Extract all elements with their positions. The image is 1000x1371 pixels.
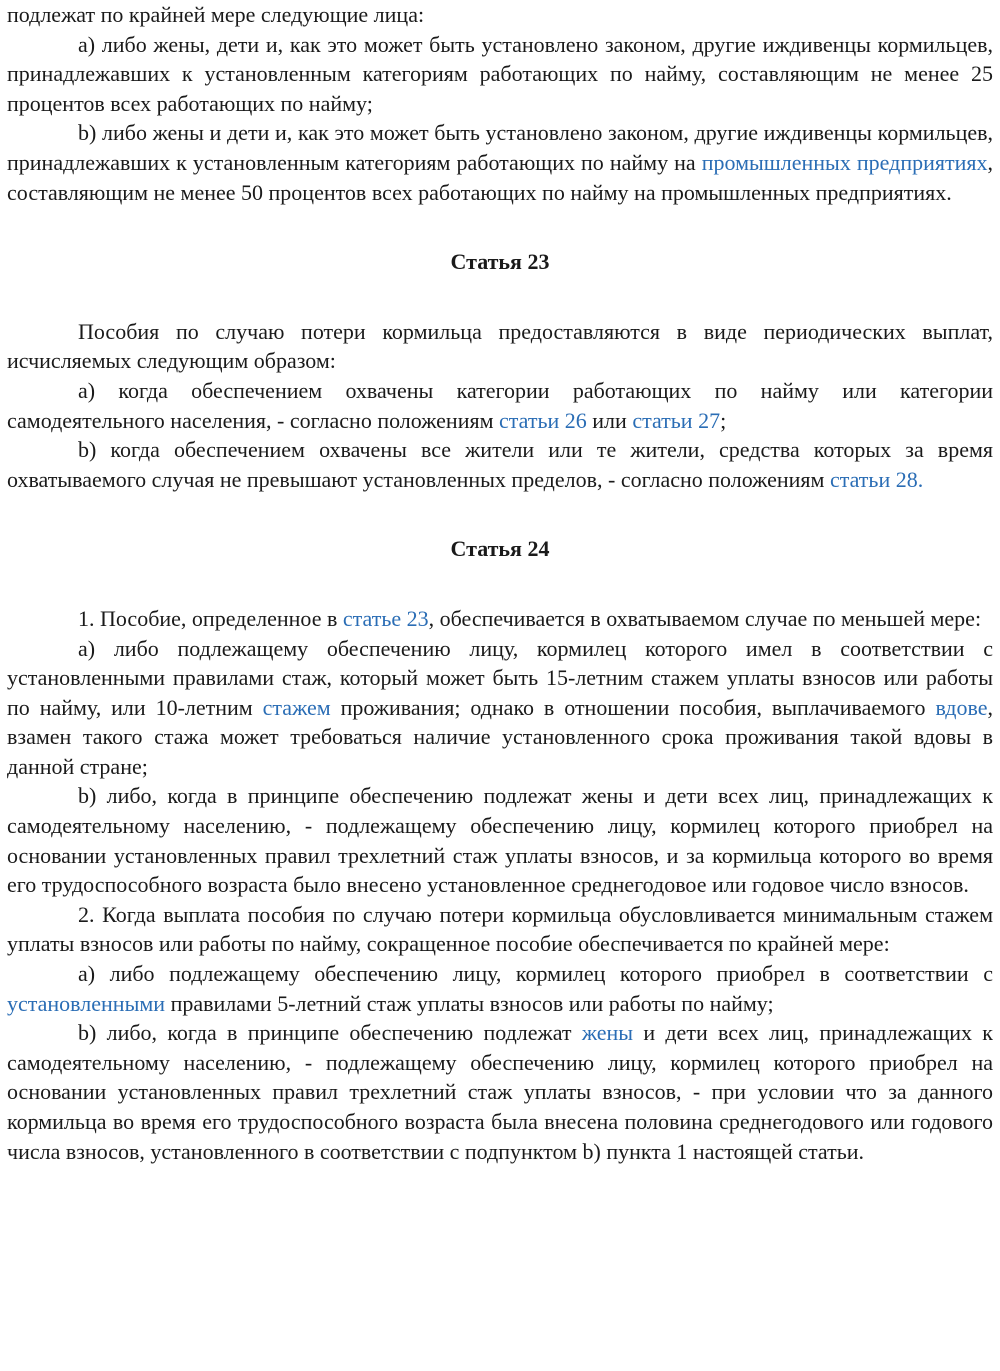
link-industrial-enterprises[interactable]: промышленных предприятиях [701, 149, 988, 175]
article-24-heading: Статья 24 [450, 536, 550, 562]
link-article-27[interactable]: статьи 27 [632, 407, 721, 433]
intro-item-b-text-2: , составляющим не менее 50 процентов всех работающих по найму на промышленных предприятиях. [7, 149, 993, 205]
document-page [7, 0, 993, 1166]
link-article-28[interactable]: статьи 28. [829, 466, 924, 492]
link-wives[interactable]: жены [581, 1020, 634, 1046]
article-24-item-1a [7, 634, 993, 782]
link-established[interactable]: установленными [7, 990, 166, 1016]
intro-item-b-text-1: b) либо жены и дети и, как это может быть установлено законом, другие иждивенцы кормильцев, принадлежавших к установленным категориям работающих по найму на [7, 120, 993, 175]
article-23-item-a-text-3: ; [720, 407, 727, 433]
article-24-paragraph-1-text-2: , обеспечивается в охватываемом случае по меньшей мере: [428, 605, 982, 631]
article-24-item-2a [7, 959, 993, 1018]
article-24-item-2a-text-2: правилами 5-летний стаж уплаты взносов или работы по найму; [165, 990, 774, 1016]
intro-item-a [7, 30, 993, 119]
article-23-heading: Статья 23 [450, 249, 550, 275]
intro-lead [7, 0, 993, 30]
article-24-paragraph-1 [7, 604, 993, 634]
link-widow[interactable]: вдове [935, 694, 988, 720]
link-article-23[interactable]: статье 23 [342, 605, 429, 631]
article-24-item-2b-text-1: b) либо, когда в принципе обеспечению подлежат [78, 1020, 582, 1046]
article-23-item-a-text-2: или [586, 407, 633, 433]
article-24-item-1a-text-2: проживания; однако в отношении пособия, выплачиваемого [330, 694, 936, 720]
article-24-item-1b-text: b) либо, когда в принципе обеспечению подлежат жены и дети всех лиц, принадлежащих к самодеятельному населению, - подлежащему обеспечению лицу, кормилец которого приобрел на основании установленных правил трехлетний стаж уплаты взносов, и за кормильца которого во время его трудоспособного возраста было внесено установленное среднегодовое или годовое число взносов. [7, 783, 993, 898]
article-24-paragraph-1-text-1: 1. Пособие, определенное в [78, 605, 343, 631]
article-24-item-2a-text-1: a) либо подлежащему обеспечению лицу, кормилец которого приобрел в соответствии с [78, 961, 993, 987]
link-article-26[interactable]: статьи 26 [499, 407, 587, 433]
article-24-item-1a-text-3: , взамен такого стажа может требоваться наличие установленного срока проживания такой вдовы в данной стране; [7, 694, 994, 779]
article-23-item-a [7, 376, 993, 435]
article-24-item-2b [7, 1018, 993, 1166]
link-residence-period[interactable]: стажем [262, 694, 331, 720]
intro-item-a-text: a) либо жены, дети и, как это может быть установлено законом, другие иждивенцы кормильцев, принадлежавших к установленным категориям работающих по найму, составляющим не менее 25 процентов всех работающих по найму; [7, 31, 993, 116]
article-24-paragraph-2 [7, 900, 993, 959]
intro-item-b [7, 118, 993, 207]
article-24-item-2b-text-2: и дети всех лиц, принадлежащих к самодеятельному населению, - подлежащему обеспечению лицу, кормилец которого приобрел на основании установленных правил трехлетний стаж уплаты взносов, - при условии что за данного кормильца во время его трудоспособного возраста была внесена половина среднегодового или годового числа взносов, установленного в соответствии с подпунктом b) пункта 1 настоящей статьи. [7, 1020, 993, 1164]
article-23-paragraph [7, 317, 993, 376]
intro-lead-text: подлежат по крайней мере следующие лица: [7, 2, 425, 27]
article-23-paragraph-text: Пособия по случаю потери кормильца предоставляются в виде периодических выплат, исчисляемых следующим образом: [7, 318, 993, 374]
article-24-item-1a-text-1: a) либо подлежащему обеспечению лицу, кормилец которого имел в соответствии с установленными правилами стаж, который может быть 15-летним стажем уплаты взносов или работы по найму, или 10-летним [7, 635, 993, 720]
article-23-item-b-text: b) когда обеспечением охвачены все жители или те жители, средства которых за время охватываемого случая не превышают установленных пределов, - согласно положениям [7, 437, 993, 492]
article-24-item-1b [7, 781, 993, 899]
article-24-paragraph-2-text: 2. Когда выплата пособия по случаю потери кормильца обусловливается минимальным стажем уплаты взносов или работы по найму, сокращенное пособие обеспечивается по крайней мере: [7, 901, 993, 957]
article-23-item-b [7, 435, 993, 494]
article-23-item-a-text-1: a) когда обеспечением охвачены категории работающих по найму или категории самодеятельного населения, - согласно положениям [7, 377, 993, 433]
